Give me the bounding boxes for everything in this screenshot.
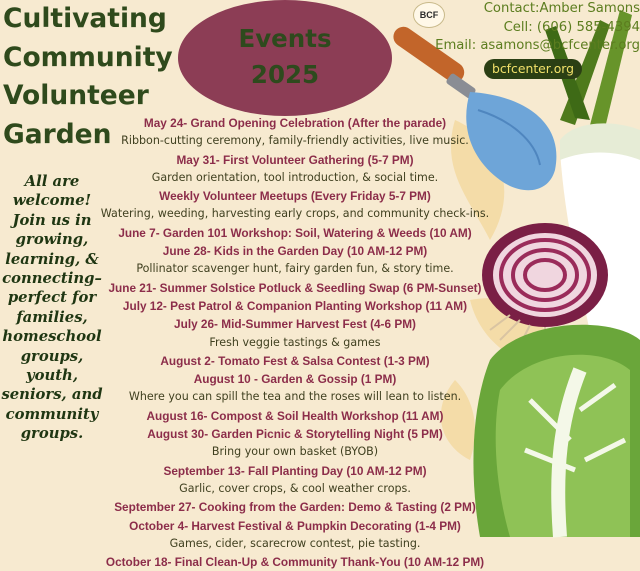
event-title: October 18- Final Clean-Up & Community Thank-You (10 AM-12 PM) [105,555,485,570]
welcome-line: perfect for [7,289,97,307]
website-link[interactable]: bcfcenter.org [484,59,582,79]
event-title: August 16- Compost & Soil Health Workshop (11 AM) [146,408,444,423]
event-title: May 24- Grand Opening Celebration (After the parade) [143,116,447,130]
welcome-message [0,172,104,444]
event-title: July 26- Mid-Summer Harvest Fest (4-6 PM) [174,317,416,332]
event-title: October 4- Harvest Festival & Pumpkin Decorating (1-4 PM) [129,518,461,533]
logo-text: BCF [419,10,439,20]
event-title: August 10 - Garden & Gossip (1 PM) [193,372,397,387]
event-title: Weekly Volunteer Meetups (Every Friday 5-7 PM) [159,189,431,204]
event-title: May 31- First Volunteer Gathering (5-7 PM) [176,152,414,167]
event-title: September 13- Fall Planting Day (10 AM-12 PM) [163,463,427,478]
welcome-line: Join us in [12,211,92,229]
event-title: June 7- Garden 101 Workshop: Soil, Watering & Weeds (10 AM) [118,225,472,240]
welcome-line: welcome! [12,192,92,210]
event-description: Fresh veggie tastings & games [209,335,381,349]
welcome-line: connecting– [2,270,102,288]
contact-email[interactable]: Email: asamons@bcfcenter.org [435,38,640,53]
events-badge-line: Events [238,24,332,53]
welcome-line: learning, & [5,250,99,268]
event-description: Ribbon-cutting ceremony, family-friendly activities, live music. [121,134,469,148]
event-title: June 28- Kids in the Garden Day (10 AM-12 PM) [162,244,428,259]
event-description: Bring your own basket (BYOB) [211,445,379,459]
event-title: September 27- Cooking from the Garden: Demo & Tasting (2 PM) [114,500,476,515]
event-title: July 12- Pest Patrol & Companion Planting Workshop (11 AM) [122,298,468,313]
contact-name: Contact:Amber Samons [483,1,640,16]
event-description: Watering, weeding, harvesting early crops, and community check-ins. [100,207,490,221]
event-description: Games, cider, scarecrow contest, pie tasting. [169,536,421,550]
events-badge [178,0,392,116]
event-schedule [100,114,490,571]
welcome-line: All are [24,173,80,190]
events-badge-year: 2025 [250,60,320,89]
title-line: Cultivating [3,3,167,34]
welcome-line: homeschool [2,328,102,346]
event-title: June 21- Summer Solstice Potluck & Seedling Swap (6 PM-Sunset) [108,280,482,295]
welcome-line: groups, [20,347,84,365]
event-description: Pollinator scavenger hunt, fairy garden fun, & story time. [136,262,454,276]
cabbage-icon [473,325,640,537]
event-description: Garlic, cover crops, & cool weather crops. [179,481,411,495]
welcome-line: groups. [20,425,84,443]
welcome-line: community [5,405,99,423]
event-description: Where you can spill the tea and the roses will lean to listen. [128,390,462,404]
event-title: August 2- Tomato Fest & Salsa Contest (1-3 PM) [160,353,430,368]
event-title: August 30- Garden Picnic & Storytelling Night (5 PM) [147,427,443,442]
welcome-line: youth, [26,367,78,385]
welcome-line: seniors, and [1,386,103,404]
contact-cell: Cell: (606) 585-4394 [503,19,640,35]
contact-block [428,0,640,56]
title-line: Garden [3,118,112,150]
welcome-line: families, [16,308,88,326]
title-line: Volunteer [3,80,149,111]
event-description: Garden orientation, tool introduction, & social time. [151,170,439,184]
title-line: Community [3,41,173,73]
welcome-line: growing, [15,231,89,249]
